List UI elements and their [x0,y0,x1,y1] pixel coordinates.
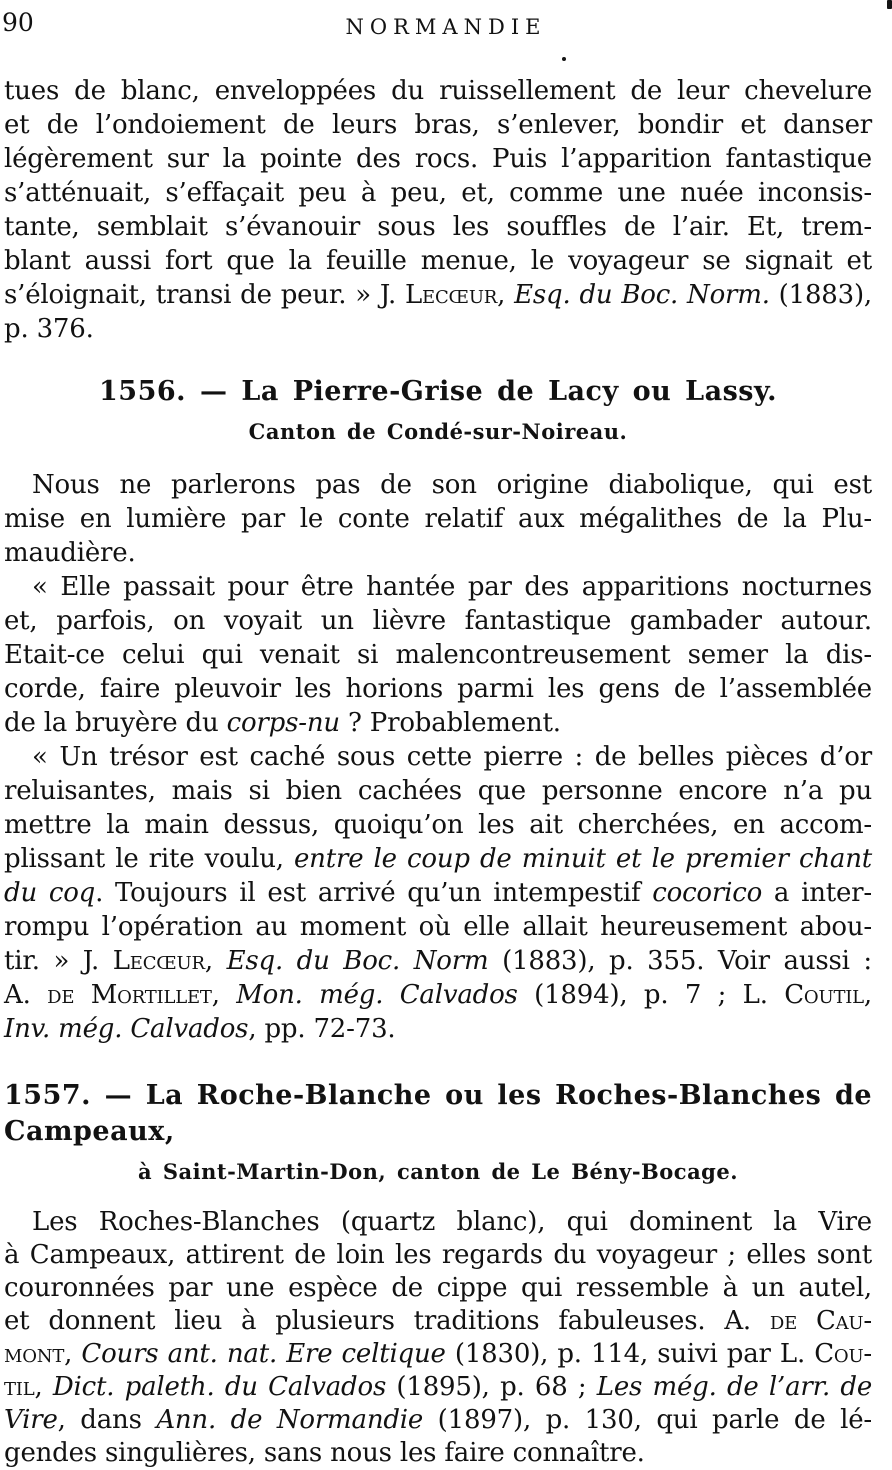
text-line: du coq. Toujours il est arrivé qu’un intempestif cocorico a inter- [4,878,872,908]
text-line: Vire, dans Ann. de Normandie (1897), p. 130, qui parle de lé- [4,1405,872,1435]
text-line: tues de blanc, enveloppées du ruissellement de leur chevelure [4,76,872,106]
text-line: couronnées par une espèce de cippe qui ressemble à un autel, [4,1273,872,1303]
text-line: Nous ne parlerons pas de son origine diabolique, qui est [32,470,872,500]
text-line: til, Dict. paleth. du Calvados (1895), p. 68 ; Les még. de l’arr. de [4,1372,873,1402]
text-line: Inv. még. Calvados, pp. 72-73. [4,1014,396,1044]
text-line: et donnent lieu à plusieurs traditions fabuleuses. A. de Cau- [4,1306,872,1336]
text-line: Les Roches-Blanches (quartz blanc), qui dominent la Vire [32,1207,872,1237]
section-heading: 1557. — La Roche-Blanche ou les Roches-Blanches de Campeaux, [4,1080,872,1147]
text-line: s’éloignait, transi de peur. » J. Lecœur, Esq. du Boc. Norm. (1883), [4,280,872,310]
scan-speck [887,0,892,9]
text-line: reluisantes, mais si bien cachées que personne encore n’a pu [4,776,872,806]
section-subheading: à Saint-Martin-Don, canton de Le Bény-Bocage. [137,1159,739,1184]
text-line: blant aussi fort que la feuille menue, le voyageur se signait et [4,246,872,276]
text-line: mont, Cours ant. nat. Ere celtique (1830), p. 114, suivi par L. Cou- [4,1339,872,1369]
text-line: légèrement sur la pointe des rocs. Puis l’apparition fantastique [4,144,872,174]
paragraph [4,74,872,346]
text-line: p. 376. [4,314,94,344]
paragraph [4,468,872,570]
paragraph [4,1206,872,1470]
paragraph [4,570,872,740]
text-line: et de l’ondoiement de leurs bras, s’enlever, bondir et danser [4,110,872,140]
text-line: « Un trésor est caché sous cette pierre : de belles pièces d’or [32,742,872,772]
text-line: Etait-ce celui qui venait si malencontreusement semer la dis- [4,640,872,670]
text-line: maudière. [4,538,136,568]
text-line: s’atténuait, s’effaçait peu à peu, et, comme une nuée inconsis- [4,178,872,208]
page-number: 90 [2,8,34,37]
text-column [0,74,892,1470]
text-line: mise en lumière par le conte relatif aux mégalithes de la Plu- [4,504,872,534]
section-subheading: Canton de Condé-sur-Noireau. [248,419,628,444]
page-header [0,0,892,52]
text-line: et, parfois, on voyait un lièvre fantastique gambader autour. [4,606,872,636]
text-line: plissant le rite voulu, entre le coup de minuit et le premier chant [4,844,872,874]
section-heading: 1556. — La Pierre-Grise de Lacy ou Lassy. [99,376,777,407]
running-title: NORMANDIE [345,15,547,39]
text-line: corde, faire pleuvoir les horions parmi les gens de l’assemblée [4,674,872,704]
text-line: gendes singulières, sans nous les faire connaître. [4,1438,645,1468]
text-line: à Campeaux, attirent de loin les regards du voyageur ; elles sont [4,1240,872,1270]
text-line: A. de Mortillet, Mon. még. Calvados (1894), p. 7 ; L. Coutil, [4,980,872,1010]
scan-speck [562,57,566,61]
text-line: mettre la main dessus, quoiqu’on les ait cherchées, en accom- [4,810,872,840]
paragraph [4,740,872,1046]
text-line: tante, semblait s’évanouir sous les souffles de l’air. Et, trem- [4,212,872,242]
text-line: « Elle passait pour être hantée par des apparitions nocturnes [32,572,872,602]
text-line: rompu l’opération au moment où elle allait heureusement abou- [4,912,872,942]
text-line: de la bruyère du corps-nu ? Probablement. [4,708,561,738]
text-line: tir. » J. Lecœur, Esq. du Boc. Norm (1883), p. 355. Voir aussi : [4,946,872,976]
